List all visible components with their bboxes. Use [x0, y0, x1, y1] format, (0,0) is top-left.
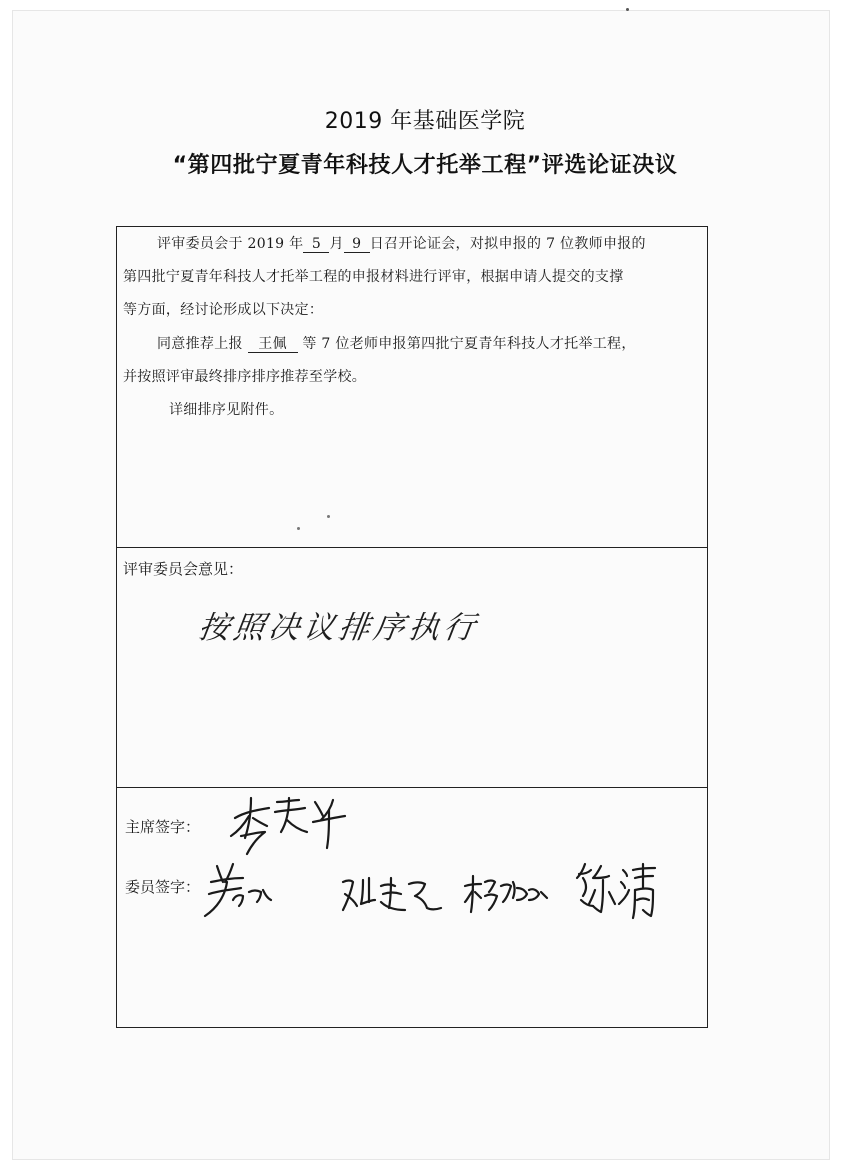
month-field: 5	[303, 236, 329, 253]
day-field: 9	[344, 236, 370, 253]
opinion-label: 评审委员会意见：	[123, 560, 244, 578]
member-signature-1	[203, 860, 283, 920]
member-signature-2	[339, 872, 449, 920]
scan-speck	[327, 515, 330, 518]
decision-line-5: 并按照评审最终排序排序推荐至学校。	[123, 369, 367, 385]
decision-line-3: 等方面，经讨论形成以下决定：	[123, 302, 324, 318]
scan-speck	[626, 8, 629, 11]
decision-table	[116, 226, 708, 1028]
decision-section	[117, 227, 707, 547]
nominee-field: 王佩	[248, 336, 298, 353]
signature-section	[117, 787, 707, 1029]
document-title-year: 2019 年基础医学院	[324, 109, 526, 134]
member-signature-3	[463, 872, 553, 918]
document-title-main: “第四批宁夏青年科技人才托举工程”评选论证决议	[172, 153, 678, 178]
chair-signature	[225, 792, 355, 858]
opinion-section	[117, 547, 707, 787]
member-signature-4	[575, 860, 665, 922]
decision-line-6: 详细排序见附件。	[169, 402, 284, 418]
decision-line-1: 评审委员会于 2019 年 5 月 9 日召开论证会，对拟申报的 7 位教师申报的	[157, 236, 646, 252]
member-signature-label: 委员签字：	[125, 878, 201, 896]
scan-speck	[297, 527, 300, 530]
decision-line-4: 同意推荐上报 王佩 等 7 位老师申报第四批宁夏青年科技人才托举工程，	[157, 336, 636, 352]
chair-signature-label: 主席签字：	[125, 818, 201, 836]
handwritten-opinion: 按照决议排序执行	[195, 610, 482, 646]
decision-line-2: 第四批宁夏青年科技人才托举工程的申报材料进行评审，根据申请人提交的支撑	[123, 269, 624, 285]
